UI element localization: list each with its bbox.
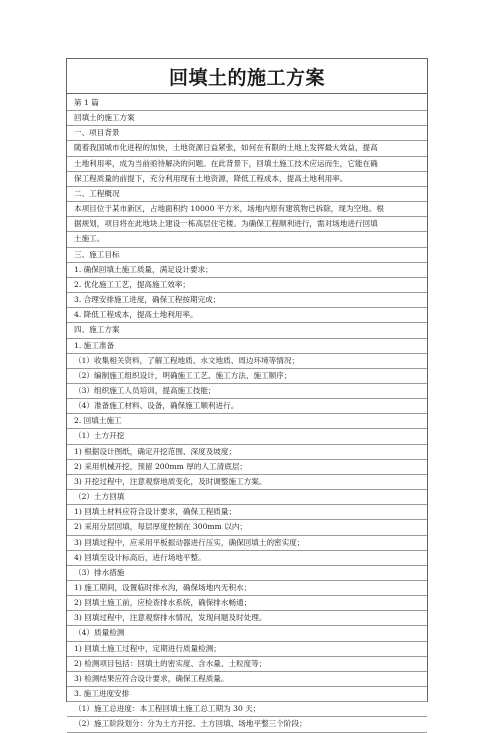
document-title: 回填土的施工方案 [168,66,325,89]
text-line: （2）编制施工组织设计，明确施工工艺、施工方法、施工顺序； [67,369,427,384]
text-line: 二、工程概况 [67,187,427,202]
text-line: 4) 回填至设计标高后，进行场地平整。 [67,551,427,566]
text-line: 土施工。 [67,232,427,247]
text-line: （1）施工总进度：本工程回填土施工总工期为 30 天； [67,702,427,717]
text-line: （1）土方开挖 [67,429,427,444]
text-line: 2) 回填土施工前，应检查排水系统，确保排水畅通； [67,596,427,611]
text-line: （2）施工阶段划分：分为土方开挖、土方回填、场地平整三个阶段； [67,717,427,732]
text-line: （2）土方回填 [67,490,427,505]
text-line: 保工程质量的前提下，充分利用现有土地资源，降低工程成本，提高土地利用率。 [67,172,427,187]
text-line: 据规划，项目将在此地块上建设一栋高层住宅楼。为确保工程顺利进行，需对场地进行回填 [67,217,427,232]
text-line: 2) 采用分层回填，每层厚度控制在 300mm 以内； [67,520,427,535]
text-line: 3) 开挖过程中，注意观察地质变化，及时调整施工方案。 [67,475,427,490]
text-line: 2. 回填土施工 [67,414,427,429]
text-line: 1) 根据设计图纸，确定开挖范围、深度及坡度； [67,445,427,460]
text-line: 一、项目背景 [67,126,427,141]
text-line: 随着我国城市化进程的加快，土地资源日益紧张，如何在有限的土地上发挥最大效益，提高 [67,141,427,156]
text-line: 3) 检测结果应符合设计要求，确保工程质量。 [67,672,427,687]
text-line: （3）组织施工人员培训，提高施工技能； [67,384,427,399]
text-line: 2) 采用机械开挖，预留 200mm 厚的人工清底层； [67,460,427,475]
text-line: （3）排水措施 [67,566,427,581]
text-line: 三、施工目标 [67,248,427,263]
text-line: 2. 优化施工工艺，提高施工效率； [67,278,427,293]
text-line: 回填土的施工方案 [67,111,427,126]
document-page [66,58,428,729]
text-line: 第 1 篇 [67,96,427,111]
text-line: 2) 检测项目包括：回填土的密实度、含水量、土粒度等； [67,657,427,672]
text-line: 四、施工方案 [67,323,427,338]
text-line: 1) 施工期间，设置临时排水沟，确保场地内无积水； [67,581,427,596]
text-line: （4）准备施工材料、设备，确保施工顺利进行。 [67,399,427,414]
text-line: 3. 合理安排施工进度，确保工程按期完成； [67,293,427,308]
text-line: 1) 回填土材料应符合设计要求，确保工程质量； [67,505,427,520]
text-line: 4. 降低工程成本，提高土地利用率。 [67,308,427,323]
text-line: 1. 确保回填土施工质量，满足设计要求； [67,263,427,278]
text-line: 3) 回填过程中，应采用平板振动器进行压实，确保回填土的密实度； [67,536,427,551]
document-body [67,94,427,733]
text-line: 3) 回填过程中，注意观察排水情况，发现问题及时处理。 [67,611,427,626]
text-line: 3. 施工进度安排 [67,687,427,702]
title-box [67,59,427,94]
text-line: 土地利用率，成为当前亟待解决的问题。在此背景下，回填土施工技术应运而生，它能在确 [67,157,427,172]
text-line: 本项目位于某市新区，占地面积约 10000 平方米，场地内原有建筑物已拆除，现为空地。根 [67,202,427,217]
text-line: 1. 施工准备 [67,339,427,354]
text-line: （4）质量检测 [67,626,427,641]
text-line: 1) 回填土施工过程中，定期进行质量检测； [67,642,427,657]
text-line: （1）收集相关资料，了解工程地质、水文地质、周边环境等情况； [67,354,427,369]
